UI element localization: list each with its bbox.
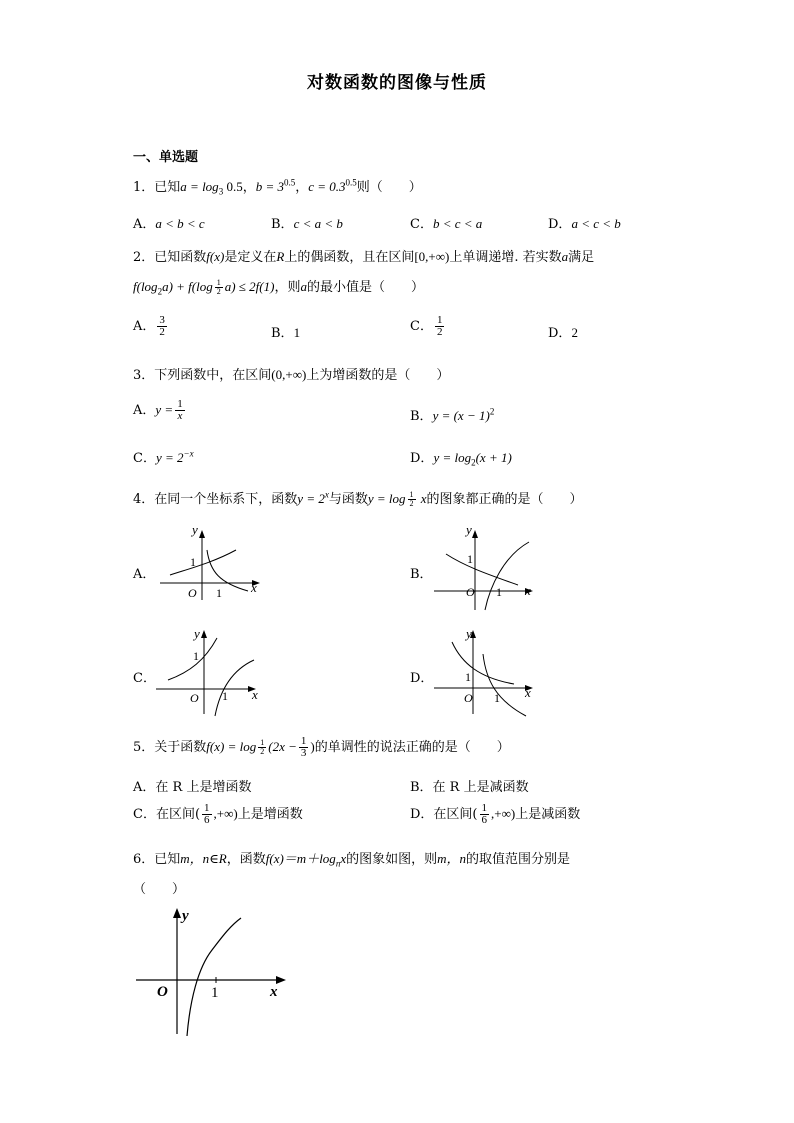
origin-label: O bbox=[157, 984, 168, 1000]
q2-interval: [0,+∞) bbox=[414, 249, 450, 264]
q2-var-a: a bbox=[561, 249, 569, 264]
log-curve bbox=[483, 654, 526, 716]
q2-option-a[interactable] bbox=[133, 315, 169, 338]
origin-label: O bbox=[466, 585, 475, 599]
y-one-label: 1 bbox=[193, 649, 199, 663]
q2-option-b-label: B． bbox=[271, 326, 294, 341]
q3-option-d-label: D． bbox=[410, 451, 434, 466]
q2-var-a-2: a bbox=[300, 279, 307, 294]
q3-option-b-text: y = (x − 1) bbox=[432, 408, 490, 423]
q2-option-d-text: 2 bbox=[571, 325, 578, 340]
q6-number: 6． bbox=[133, 852, 155, 867]
y-one-label: 1 bbox=[467, 552, 473, 566]
q6-text-1: 已知 bbox=[154, 852, 181, 867]
x-label: x bbox=[525, 685, 531, 700]
q2-number: 2． bbox=[133, 250, 155, 265]
question-6-stem bbox=[133, 848, 570, 869]
origin-label: O bbox=[464, 691, 473, 705]
q6-arg: x bbox=[340, 851, 347, 866]
q2-text-5: 满足 bbox=[568, 250, 595, 265]
q5-base-num: 1 bbox=[260, 738, 265, 747]
q5-option-c-den: 6 bbox=[204, 814, 210, 826]
q4-option-b-label[interactable]: B． bbox=[410, 567, 433, 582]
q5-option-a[interactable]: A．在 R 上是增函数 bbox=[133, 780, 252, 795]
q3-option-a-frac bbox=[175, 399, 185, 422]
q2-text-2: 是定义在 bbox=[224, 250, 277, 265]
q5-option-d-c: 上是减函数 bbox=[515, 807, 581, 822]
y-label: y bbox=[182, 908, 189, 924]
x-one-label: 1 bbox=[216, 586, 222, 600]
exponential-curve bbox=[170, 550, 236, 575]
x-one-label: 1 bbox=[222, 689, 228, 703]
q5-base-den: 2 bbox=[260, 747, 265, 756]
q5-option-d-a: D．在区间( bbox=[410, 807, 478, 822]
q5-option-d-num: 1 bbox=[481, 802, 487, 814]
q1-option-b[interactable] bbox=[271, 213, 343, 232]
q3-option-c-exp: −x bbox=[183, 448, 194, 459]
q6-text-3: 的图象如图，则 bbox=[346, 852, 438, 867]
q1-option-d[interactable] bbox=[548, 213, 621, 232]
y-label: y bbox=[466, 522, 472, 537]
q1-option-b-text: c < a < b bbox=[293, 216, 343, 231]
q2-text-3: 上的偶函数，且在区间 bbox=[284, 250, 415, 265]
q5-number: 5． bbox=[133, 740, 155, 755]
log-curve bbox=[207, 550, 248, 591]
q6-fx: f(x)＝m＋log bbox=[265, 851, 336, 866]
q3-option-a-label: A． bbox=[133, 403, 156, 418]
q4-f2-frac-num: 1 bbox=[409, 490, 414, 499]
question-1-stem: 1．已知$a = \log_3 0.5$，$b = 3^{0.5}$，$c = 0.3^{0.5}$则（ ） bbox=[133, 177, 422, 197]
q1-tail: 则（ ） bbox=[356, 180, 422, 195]
q5-text-1: 关于函数 bbox=[154, 740, 207, 755]
q6-text-2: ，函数 bbox=[226, 852, 266, 867]
q2-ineq-a: f(log bbox=[133, 279, 158, 294]
q3-option-b-label: B． bbox=[410, 409, 433, 424]
q1-a-base: 3 bbox=[218, 186, 224, 197]
y-label: y bbox=[194, 626, 200, 641]
q1-option-a-label: A． bbox=[133, 217, 156, 232]
q1-a-expr: a = log bbox=[180, 179, 219, 194]
q1-lead: 已知 bbox=[154, 180, 181, 195]
q5-base-frac bbox=[258, 739, 266, 756]
x-label: x bbox=[251, 580, 257, 595]
q4-text-2: 与函数 bbox=[328, 492, 368, 507]
q3-interval: (0,+∞) bbox=[271, 367, 307, 382]
q4-text-3: 的图象都正确的是（ ） bbox=[426, 492, 583, 507]
q6-text-4: 的取值范围分别是 bbox=[466, 852, 571, 867]
q2-ineq-base: 2 bbox=[157, 286, 163, 297]
q4-graph-c bbox=[150, 624, 270, 720]
q4-option-d-label[interactable]: D． bbox=[410, 671, 434, 686]
q4-text-1: 在同一个坐标系下，函数 bbox=[154, 492, 298, 507]
q5-option-d-b: ,+∞) bbox=[491, 806, 516, 821]
q3-option-c[interactable] bbox=[133, 447, 194, 466]
section-heading: 一、单选题 bbox=[133, 150, 199, 165]
x-one-label: 1 bbox=[494, 691, 500, 705]
origin-label: O bbox=[188, 586, 197, 600]
q4-option-c-label[interactable]: C． bbox=[133, 671, 156, 686]
q2-option-a-label: A． bbox=[133, 319, 156, 334]
q3-option-a-lhs: y = bbox=[155, 402, 174, 417]
q1-c-exp: 0.5 bbox=[345, 177, 357, 188]
q1-option-c[interactable] bbox=[410, 213, 482, 232]
q3-option-d[interactable] bbox=[410, 447, 512, 468]
q2-ineq-d: a) ≤ 2f(1) bbox=[224, 279, 275, 294]
y-one-label: 1 bbox=[465, 670, 471, 684]
y-axis-arrow bbox=[201, 630, 207, 638]
q3-option-a-num: 1 bbox=[177, 398, 183, 410]
q2-option-c-num: 1 bbox=[436, 314, 443, 326]
q6-graph bbox=[130, 900, 300, 1040]
q1-option-c-label: C． bbox=[410, 217, 433, 232]
q1-b-expr: b = 3 bbox=[255, 179, 284, 194]
q4-f1: y = 2 bbox=[297, 491, 325, 506]
q5-arg-b: ) bbox=[310, 739, 315, 754]
q6-vars: m，n∈R bbox=[180, 851, 227, 866]
q2-option-b-text: 1 bbox=[293, 325, 301, 340]
q1-option-d-label: D． bbox=[548, 217, 572, 232]
q5-option-c-c: 上是增函数 bbox=[237, 807, 303, 822]
q1-option-b-label: B． bbox=[271, 217, 294, 232]
q6-mn: m，n bbox=[437, 851, 466, 866]
x-label: x bbox=[525, 583, 531, 598]
q2-ineq-c: a) + f(log bbox=[162, 279, 213, 294]
q5-option-d-frac bbox=[480, 803, 490, 826]
q1-a-arg: 0.5 bbox=[223, 179, 243, 194]
q6-answer-paren: （ ） bbox=[133, 882, 186, 897]
q4-f2-frac bbox=[408, 491, 416, 508]
q3-number: 3． bbox=[133, 368, 155, 383]
q1-b-exp: 0.5 bbox=[283, 177, 296, 188]
q2-fx: f(x) bbox=[206, 249, 225, 264]
q5-option-d-den: 6 bbox=[481, 814, 487, 826]
q5-option-c-frac bbox=[202, 803, 212, 826]
y-axis-arrow bbox=[472, 530, 478, 538]
y-label: y bbox=[466, 626, 472, 641]
q5-arg-frac bbox=[299, 736, 309, 759]
y-one-label: 1 bbox=[190, 555, 196, 569]
q4-number: 4． bbox=[133, 492, 155, 507]
q2-text-4: 上单调递增. 若实数 bbox=[449, 250, 562, 265]
q5-text-2: 的单调性的说法正确的是（ ） bbox=[314, 740, 510, 755]
question-2-condition bbox=[133, 276, 424, 297]
q1-option-c-text: b < c < a bbox=[432, 216, 483, 231]
q2-text-7: 的最小值是（ ） bbox=[306, 280, 424, 295]
x-axis-arrow bbox=[276, 976, 286, 984]
q1-number: 1． bbox=[133, 180, 155, 195]
q5-arg-den: 3 bbox=[300, 747, 307, 759]
q5-arg-a: (2x − bbox=[268, 739, 297, 754]
q2-option-c[interactable] bbox=[410, 315, 446, 338]
q3-text-2: 上为增函数的是（ ） bbox=[306, 368, 450, 383]
y-label: y bbox=[192, 522, 198, 537]
q3-option-d-arg: (x + 1) bbox=[475, 450, 512, 465]
x-label: x bbox=[270, 984, 278, 1000]
x-one-label: 1 bbox=[496, 585, 502, 599]
q2-option-d[interactable] bbox=[548, 322, 578, 341]
q2-option-a-den: 2 bbox=[159, 326, 165, 338]
q4-f2-arg: x bbox=[417, 491, 427, 506]
question-4-stem bbox=[133, 488, 583, 508]
exponential-curve bbox=[452, 642, 514, 684]
exponential-curve bbox=[446, 554, 518, 585]
q4-f2-frac-den: 2 bbox=[409, 499, 414, 508]
q3-option-c-text: y = 2 bbox=[155, 450, 184, 465]
q2-R: R bbox=[276, 249, 285, 264]
question-5-stem bbox=[133, 736, 510, 759]
q5-option-c-num: 1 bbox=[204, 802, 210, 814]
q2-option-c-frac bbox=[435, 315, 445, 338]
q3-text-1: 下列函数中，在区间 bbox=[154, 368, 272, 383]
y-axis-arrow bbox=[199, 530, 205, 538]
q1-option-a[interactable] bbox=[133, 213, 205, 232]
q3-option-a[interactable] bbox=[133, 399, 187, 422]
q1-option-a-text: a < b < c bbox=[155, 216, 205, 231]
q4-option-a-label[interactable]: A． bbox=[133, 567, 156, 582]
q6-base: n bbox=[335, 858, 341, 869]
q2-ineq-frac bbox=[215, 279, 223, 296]
q5-option-c-a: C．在区间( bbox=[133, 807, 201, 822]
q4-f1-exp: x bbox=[324, 489, 329, 500]
q3-option-d-base: 2 bbox=[471, 457, 476, 468]
q2-option-c-label: C． bbox=[410, 319, 433, 334]
q2-option-a-frac bbox=[157, 315, 167, 338]
q2-option-c-den: 2 bbox=[436, 326, 443, 338]
q3-option-a-den: x bbox=[177, 410, 183, 422]
q5-option-d[interactable] bbox=[410, 803, 580, 826]
page-title: 对数函数的图像与性质 bbox=[307, 73, 487, 93]
origin-label: O bbox=[190, 691, 199, 705]
q4-f2: y = log bbox=[367, 491, 406, 506]
q5-arg-num: 1 bbox=[300, 735, 307, 747]
q3-option-c-label: C． bbox=[133, 451, 156, 466]
q5-option-b[interactable]: B．在 R 上是减函数 bbox=[410, 780, 529, 795]
q3-option-d-text: y = log bbox=[433, 450, 472, 465]
q3-option-b-exp: 2 bbox=[489, 406, 495, 417]
x-one-label: 1 bbox=[211, 985, 219, 1001]
question-3-stem bbox=[133, 364, 449, 383]
q2-option-d-label: D． bbox=[548, 326, 572, 341]
q3-option-b[interactable] bbox=[410, 405, 494, 424]
q5-option-c[interactable] bbox=[133, 803, 303, 826]
question-2-stem bbox=[133, 246, 594, 265]
log-curve bbox=[187, 918, 241, 1036]
q2-text-6: ，则 bbox=[274, 280, 301, 295]
q1-c-expr: c = 0.3 bbox=[308, 179, 346, 194]
q5-f: f(x) = log bbox=[206, 739, 257, 754]
y-axis-arrow bbox=[173, 908, 181, 918]
q4-graph-d bbox=[428, 624, 548, 720]
q2-text-1: 已知函数 bbox=[154, 250, 207, 265]
q5-option-c-b: ,+∞) bbox=[213, 806, 238, 821]
x-label: x bbox=[252, 687, 258, 702]
q2-option-a-num: 3 bbox=[159, 314, 165, 326]
q4-graph-b bbox=[428, 522, 548, 612]
q1-option-d-text: a < c < b bbox=[571, 216, 621, 231]
q2-ineq-frac-num: 1 bbox=[216, 278, 221, 287]
q2-ineq-frac-den: 2 bbox=[216, 287, 221, 296]
q4-graph-a bbox=[150, 522, 270, 602]
q2-option-b[interactable] bbox=[271, 322, 300, 341]
